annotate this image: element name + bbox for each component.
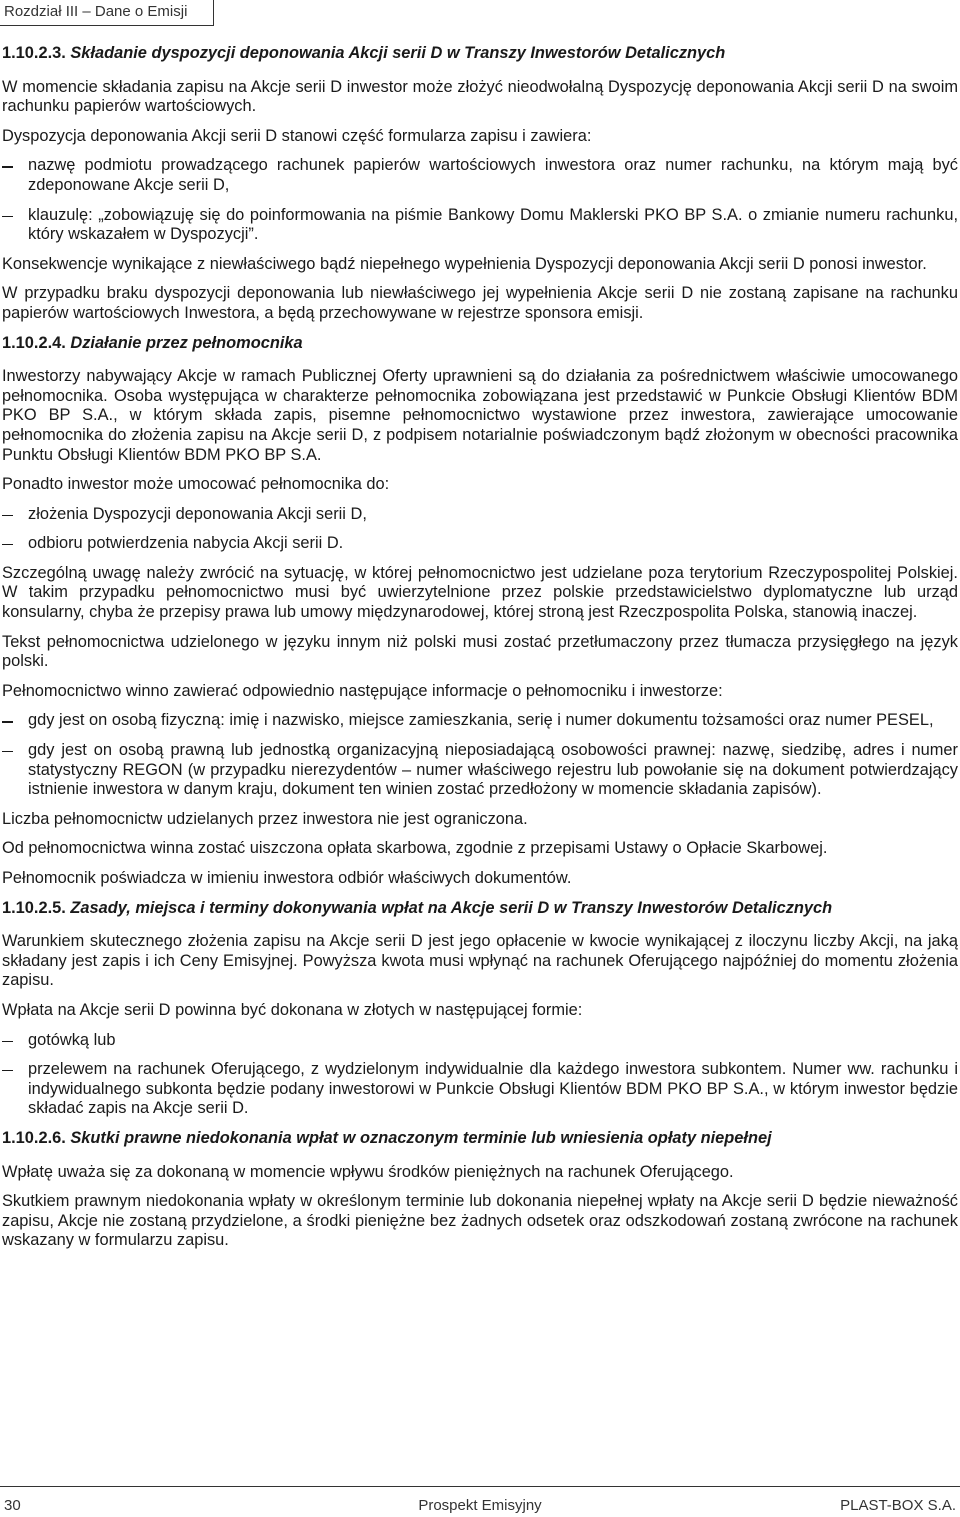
paragraph: Warunkiem skutecznego złożenia zapisu na Akcje serii D jest jego opłacenie w kwocie wynikającej z iloczynu liczby Akcji, na jaką składany jest zapis i ich Ceny Emisyjnej. Powyższa kwota musi wpłynąć na rachunek Oferującego najpóźniej do momentu złożenia zapisu.	[2, 932, 958, 990]
section-heading	[2, 334, 958, 354]
list-item: złożenia Dyspozycji deponowania Akcji serii D,	[2, 505, 958, 525]
dash-list	[2, 1031, 958, 1119]
list-item: klauzulę: „zobowiązuję się do poinformowania na piśmie Bankowy Domu Maklerski PKO BP S.A. o zmianie numeru rachunku, który wskazałem w Dyspozycji”.	[2, 206, 958, 245]
section-heading	[2, 899, 958, 919]
paragraph: Dyspozycja deponowania Akcji serii D stanowi część formularza zapisu i zawiera:	[2, 126, 592, 145]
paragraph: Wpłatę uważa się za dokonaną w momencie wpływu środków pieniężnych na rachunek Oferującego.	[2, 1162, 734, 1181]
paragraph: Tekst pełnomocnictwa udzielonego w języku innym niż polski musi zostać przetłumaczony przez tłumacza przysięgłego na język polski.	[2, 632, 958, 671]
paragraph: Szczególną uwagę należy zwrócić na sytuację, w której pełnomocnictwo jest udzielane poza terytorium Rzeczypospolitej Polskiej. W takim przypadku pełnomocnictwo musi być uwierzytelnione przez polskie przedstawicielstwo dyplomatyczne lub urząd konsularny, chyba że przepisy prawa lub umowy międzynarodowej, której stroną jest Rzeczpospolita Polska, stanowią inaczej.	[2, 563, 958, 622]
paragraph: Pełnomocnik poświadcza w imieniu inwestora odbiór właściwych dokumentów.	[2, 869, 572, 887]
paragraph: Liczba pełnomocnictw udzielanych przez inwestora nie jest ograniczona.	[2, 809, 528, 828]
section-heading	[2, 1129, 958, 1149]
dash-list	[2, 505, 958, 554]
paragraph: W momencie składania zapisu na Akcje serii D inwestor może złożyć nieodwołalną Dyspozycję deponowania Akcji serii D na swoim rachunku papierów wartościowych.	[2, 77, 958, 116]
dash-list	[2, 711, 958, 799]
section-heading	[2, 44, 958, 64]
paragraph: Od pełnomocnictwa winna zostać uiszczona opłata skarbowa, zgodnie z przepisami Ustawy o Opłacie Skarbowej.	[2, 839, 828, 858]
section-number: 1.10.2.5.	[2, 898, 66, 917]
document-body	[2, 36, 958, 1261]
list-item: odbioru potwierdzenia nabycia Akcji serii D.	[2, 534, 958, 554]
list-item: gdy jest on osobą fizyczną: imię i nazwisko, miejsce zamieszkania, serię i numer dokumentu tożsamości oraz numer PESEL,	[2, 711, 958, 731]
paragraph: Wpłata na Akcje serii D powinna być dokonana w złotych w następującej formie:	[2, 1000, 583, 1019]
list-item: przelewem na rachunek Oferującego, z wydzielonym indywidualnie dla każdego inwestora subkontem. Numer ww. rachunku i indywidualnego subkonta będzie podany inwestorowi w Punkcie Obsługi Klientów BDM PKO BP S.A., w którym inwestor będzie składać zapis na Akcje serii D.	[2, 1060, 958, 1119]
document-title: Prospekt Emisyjny	[418, 1497, 542, 1514]
section-title: Działanie przez pełnomocnika	[70, 333, 303, 352]
list-item: gotówką lub	[2, 1031, 958, 1051]
company-name: PLAST-BOX S.A.	[840, 1497, 956, 1514]
paragraph: W przypadku braku dyspozycji deponowania lub niewłaściwego jej wypełnienia Akcje serii D nie zostaną zapisane na rachunku papierów wartościowych Inwestora, a będą przechowywane w rejestrze sponsora emisji.	[2, 284, 958, 322]
section-number: 1.10.2.4.	[2, 333, 66, 352]
section-number: 1.10.2.3.	[2, 44, 66, 62]
section-title: Składanie dyspozycji deponowania Akcji serii D w Transzy Inwestorów Detalicznych	[70, 44, 726, 62]
page-number: 30	[4, 1497, 21, 1514]
paragraph: Inwestorzy nabywający Akcje w ramach Publicznej Oferty uprawnieni są do działania za pośrednictwem właściwie umocowanego pełnomocnika. Osoba występująca w charakterze pełnomocnika zobowiązana jest przedstawić w Punkcie Obsługi Klientów BDM PKO BP S.A., w którym składa zapis, pisemne pełnomocnictwo wystawione przez inwestora, zawierające umocowanie pełnomocnika do złożenia zapisu na Akcje serii D, z podpisem notarialnie poświadczonym bądź złożonym w obecności pracownika Punktu Obsługi Klientów BDM PKO BP S.A.	[2, 367, 958, 464]
paragraph: Konsekwencje wynikające z niewłaściwego bądź niepełnego wypełnienia Dyspozycji deponowania Akcji serii D ponosi inwestor.	[2, 254, 927, 273]
list-item: nazwę podmiotu prowadzącego rachunek papierów wartościowych inwestora oraz numer rachunku, na którym mają być zdeponowane Akcje serii D,	[2, 156, 958, 195]
page-footer	[0, 1486, 960, 1517]
section-title: Zasady, miejsca i terminy dokonywania wpłat na Akcje serii D w Transzy Inwestorów Detalicznych	[70, 898, 833, 917]
paragraph: Pełnomocnictwo winno zawierać odpowiednio następujące informacje o pełnomocniku i inwestorze:	[2, 681, 723, 700]
chapter-header: Rozdział III – Dane o Emisji	[0, 0, 214, 26]
paragraph: Skutkiem prawnym niedokonania wpłaty w określonym terminie lub dokonania niepełnej wpłaty na Akcje serii D będzie nieważność zapisu, Akcje nie zostaną przydzielone, a środki pieniężne bez żadnych odsetek oraz odszkodowań zostaną zwrócone na rachunek wskazany w formularzu zapisu.	[2, 1192, 958, 1250]
section-number: 1.10.2.6.	[2, 1128, 66, 1147]
dash-list	[2, 156, 958, 244]
paragraph: Ponadto inwestor może umocować pełnomocnika do:	[2, 475, 390, 494]
section-title: Skutki prawne niedokonania wpłat w oznaczonym terminie lub wniesienia opłaty niepełnej	[70, 1128, 772, 1147]
list-item: gdy jest on osobą prawną lub jednostką organizacyjną nieposiadającą osobowości prawnej: nazwę, siedzibę, adres i numer statystyczny REGON (w przypadku nierezydentów – numer właściwego rejestru lub powołanie się na dokument potwierdzający istnienie inwestora w danym kraju, dokument ten winien zostać przedłożony w momencie składania zapisów).	[2, 741, 958, 800]
